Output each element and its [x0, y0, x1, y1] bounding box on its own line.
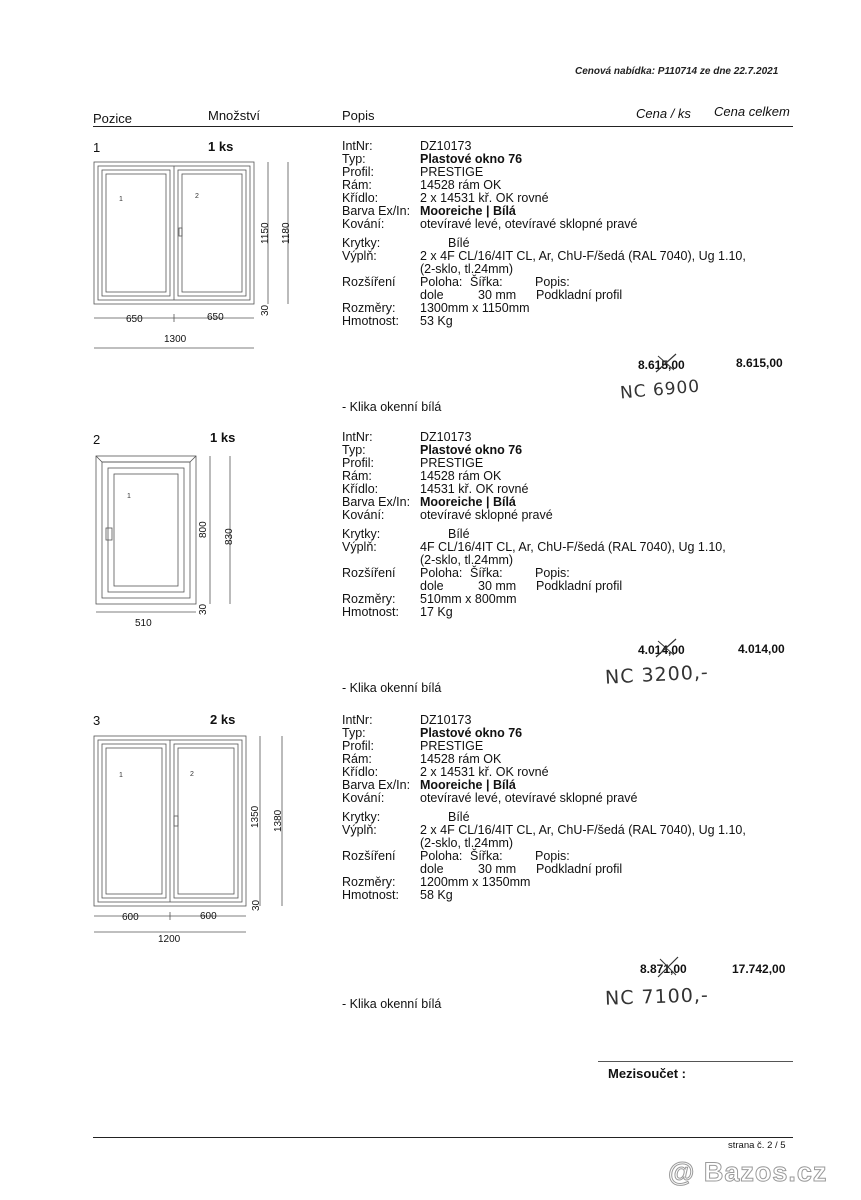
item-1-specification: [342, 140, 746, 328]
label-hmotnost: Hmotnost:: [342, 605, 399, 619]
item-3-unit-price: 8.871,00: [640, 962, 687, 976]
item-2-handle-icon: [106, 528, 112, 540]
item-1-bottom-profile: 30: [260, 304, 271, 316]
label-ram: Rám:: [342, 752, 372, 766]
item-1-vypln: 2 x 4F CL/16/4IT CL, Ar, ChU-F/šedá (RAL 7040), Ug 1.10,: [420, 249, 746, 263]
label-vypln: Výplň:: [342, 249, 377, 263]
label-typ: Typ:: [342, 152, 366, 166]
label-kridlo: Křídlo:: [342, 191, 379, 205]
column-header-description: Popis: [342, 108, 375, 123]
item-3-profil: PRESTIGE: [420, 739, 484, 753]
item-1-rozmery: 1300mm x 1150mm: [420, 301, 530, 315]
column-header-position: Pozice: [93, 111, 133, 126]
label-krytky: Krytky:: [342, 236, 381, 250]
label-intnr: IntNr:: [342, 139, 373, 153]
label-rozsireni: Rozšíření: [342, 566, 396, 580]
label-poloha: Poloha:: [420, 849, 463, 863]
label-popis: Popis:: [535, 849, 570, 863]
item-3-vypln-2: (2-sklo, tl.24mm): [420, 836, 514, 850]
item-3-hmotnost: 58 Kg: [420, 888, 453, 902]
item-3-popis: Podkladní profil: [536, 862, 623, 876]
item-2-width: 510: [135, 618, 152, 629]
item-1-price-strike-mark: [654, 352, 678, 374]
label-vypln: Výplň:: [342, 540, 377, 554]
item-3-height: 1350: [250, 805, 261, 828]
label-kovani: Kování:: [342, 217, 385, 231]
label-sirka: Šířka:: [470, 849, 503, 863]
item-1-sash-label-1: 1: [119, 196, 123, 203]
label-typ: Typ:: [342, 443, 366, 457]
subtotal-rule: [598, 1061, 793, 1062]
label-barva: Barva Ex/In:: [342, 495, 411, 509]
item-1-position: 1: [93, 140, 101, 155]
item-3-sash-label-2: 2: [190, 771, 194, 778]
item-3-quantity: 2 ks: [210, 712, 236, 727]
item-3-position: 3: [93, 713, 101, 728]
item-3-handle-icon: [174, 816, 178, 826]
item-3-poloha: dole: [420, 862, 444, 876]
footer-rule: [93, 1137, 793, 1138]
item-3-outer-height: 1380: [273, 809, 284, 832]
item-1-krytky: Bílé: [448, 236, 470, 250]
item-1-poloha: dole: [420, 288, 444, 302]
item-2-sirka: 30 mm: [478, 579, 517, 593]
item-3-typ: Plastové okno 76: [420, 726, 523, 740]
item-2-specification: [342, 431, 726, 619]
item-1-popis: Podkladní profil: [536, 288, 623, 302]
item-3-price-strike-mark: [656, 955, 680, 979]
item-1-vypln-2: (2-sklo, tl.24mm): [420, 262, 514, 276]
item-3-kovani: otevíravé levé, otevíravé sklopné pravé: [420, 791, 638, 805]
label-barva: Barva Ex/In:: [342, 778, 411, 792]
label-kridlo: Křídlo:: [342, 482, 379, 496]
label-profil: Profil:: [342, 739, 374, 753]
item-3-width-right: 600: [200, 911, 217, 922]
label-sirka: Šířka:: [470, 275, 503, 289]
item-2-krytky: Bílé: [448, 527, 470, 541]
item-2-kridlo: 14531 kř. OK rovné: [420, 482, 529, 496]
item-1-window-drawing: [88, 156, 313, 356]
item-1-outer-height: 1180: [281, 222, 292, 244]
item-1-intnr: DZ10173: [420, 139, 472, 153]
item-1-handwritten-note: NC 6900: [619, 376, 701, 404]
item-2-barva: Mooreiche | Bílá: [420, 495, 516, 509]
label-hmotnost: Hmotnost:: [342, 314, 399, 328]
item-2-height: 800: [198, 521, 209, 538]
item-3-rozmery: 1200mm x 1350mm: [420, 875, 531, 889]
item-1-typ: Plastové okno 76: [420, 152, 523, 166]
item-2-popis: Podkladní profil: [536, 579, 623, 593]
item-3-sirka: 30 mm: [478, 862, 517, 876]
label-intnr: IntNr:: [342, 430, 373, 444]
label-poloha: Poloha:: [420, 275, 463, 289]
label-popis: Popis:: [535, 566, 570, 580]
item-1-total-price: 8.615,00: [736, 356, 783, 370]
item-2-profil: PRESTIGE: [420, 456, 484, 470]
column-header-unit-price: Cena / ks: [636, 106, 691, 121]
item-2-accessory: - Klika okenní bílá: [342, 681, 442, 695]
item-1-handle-icon: [179, 228, 182, 236]
item-2-unit-price: 4.014,00: [638, 643, 685, 657]
item-3-accessory: - Klika okenní bílá: [342, 997, 442, 1011]
quote-reference: Cenová nabídka: P110714 ze dne 22.7.2021: [575, 66, 779, 77]
item-1-ram: 14528 rám OK: [420, 178, 502, 192]
item-2-handwritten-note: NC 3200,-: [604, 661, 710, 689]
item-2-hmotnost: 17 Kg: [420, 605, 453, 619]
item-1-total-width: 1300: [164, 334, 187, 345]
item-3-specification: [342, 714, 746, 902]
label-rozmery: Rozměry:: [342, 301, 396, 315]
item-3-window-drawing: [88, 730, 298, 940]
item-2-typ: Plastové okno 76: [420, 443, 523, 457]
label-profil: Profil:: [342, 165, 374, 179]
item-3-sash-label-1: 1: [119, 772, 123, 779]
label-intnr: IntNr:: [342, 713, 373, 727]
item-2-vypln-2: (2-sklo, tl.24mm): [420, 553, 514, 567]
item-1-width-right: 650: [207, 312, 224, 323]
item-3-krytky: Bílé: [448, 810, 470, 824]
item-2-kovani: otevíravé sklopné pravé: [420, 508, 553, 522]
item-1-height: 1150: [260, 222, 271, 244]
label-popis: Popis:: [535, 275, 570, 289]
item-2-vypln: 4F CL/16/4IT CL, Ar, ChU-F/šedá (RAL 7040), Ug 1.10,: [420, 540, 726, 554]
label-sirka: Šířka:: [470, 566, 503, 580]
item-2-bottom-profile: 30: [198, 603, 209, 615]
watermark: @ Bazos.cz: [668, 1157, 828, 1187]
item-2-outer-frame: [96, 456, 196, 604]
item-2-rozmery: 510mm x 800mm: [420, 592, 517, 606]
item-2-poloha: dole: [420, 579, 444, 593]
label-rozsireni: Rozšíření: [342, 275, 396, 289]
item-1-sash-label-2: 2: [195, 193, 199, 200]
label-kovani: Kování:: [342, 791, 385, 805]
item-2-total-price: 4.014,00: [738, 642, 785, 656]
item-3-total-price: 17.742,00: [732, 962, 786, 976]
item-3-ram: 14528 rám OK: [420, 752, 502, 766]
item-3-bottom-profile: 30: [251, 899, 262, 911]
label-typ: Typ:: [342, 726, 366, 740]
label-rozmery: Rozměry:: [342, 875, 396, 889]
item-1-unit-price: 8.615,00: [638, 358, 685, 372]
label-krytky: Krytky:: [342, 810, 381, 824]
item-3-vypln: 2 x 4F CL/16/4IT CL, Ar, ChU-F/šedá (RAL 7040), Ug 1.10,: [420, 823, 746, 837]
item-1-kovani: otevíravé levé, otevíravé sklopné pravé: [420, 217, 638, 231]
subtotal-label: Mezisoučet :: [608, 1066, 687, 1081]
item-3-width-left: 600: [122, 912, 139, 923]
item-2-ram: 14528 rám OK: [420, 469, 502, 483]
item-2-intnr: DZ10173: [420, 430, 472, 444]
item-1-accessory: - Klika okenní bílá: [342, 400, 442, 414]
label-hmotnost: Hmotnost:: [342, 888, 399, 902]
item-3-intnr: DZ10173: [420, 713, 472, 727]
header-rule: [93, 126, 793, 127]
item-1-sirka: 30 mm: [478, 288, 517, 302]
column-header-quantity: Množství: [208, 108, 261, 123]
label-ram: Rám:: [342, 178, 372, 192]
label-krytky: Krytky:: [342, 527, 381, 541]
label-ram: Rám:: [342, 469, 372, 483]
item-2-price-strike-mark: [654, 637, 678, 659]
item-3-total-width: 1200: [158, 934, 181, 945]
item-1-quantity: 1 ks: [208, 139, 234, 154]
item-2-sash-label-1: 1: [127, 493, 131, 500]
item-3-kridlo: 2 x 14531 kř. OK rovné: [420, 765, 549, 779]
item-1-profil: PRESTIGE: [420, 165, 484, 179]
label-rozmery: Rozměry:: [342, 592, 396, 606]
item-1-barva: Mooreiche | Bílá: [420, 204, 516, 218]
label-kridlo: Křídlo:: [342, 765, 379, 779]
item-3-barva: Mooreiche | Bílá: [420, 778, 516, 792]
label-rozsireni: Rozšíření: [342, 849, 396, 863]
label-barva: Barva Ex/In:: [342, 204, 411, 218]
label-vypln: Výplň:: [342, 823, 377, 837]
item-2-quantity: 1 ks: [210, 430, 236, 445]
label-kovani: Kování:: [342, 508, 385, 522]
label-poloha: Poloha:: [420, 566, 463, 580]
item-1-width-left: 650: [126, 314, 143, 325]
page-number: strana č. 2 / 5: [728, 1140, 786, 1151]
item-2-outer-height: 830: [224, 528, 235, 545]
item-1-hmotnost: 53 Kg: [420, 314, 453, 328]
column-header-total-price: Cena celkem: [714, 104, 790, 119]
item-1-kridlo: 2 x 14531 kř. OK rovné: [420, 191, 549, 205]
label-profil: Profil:: [342, 456, 374, 470]
item-3-handwritten-note: NC 7100,-: [604, 984, 710, 1010]
item-2-position: 2: [93, 432, 101, 447]
